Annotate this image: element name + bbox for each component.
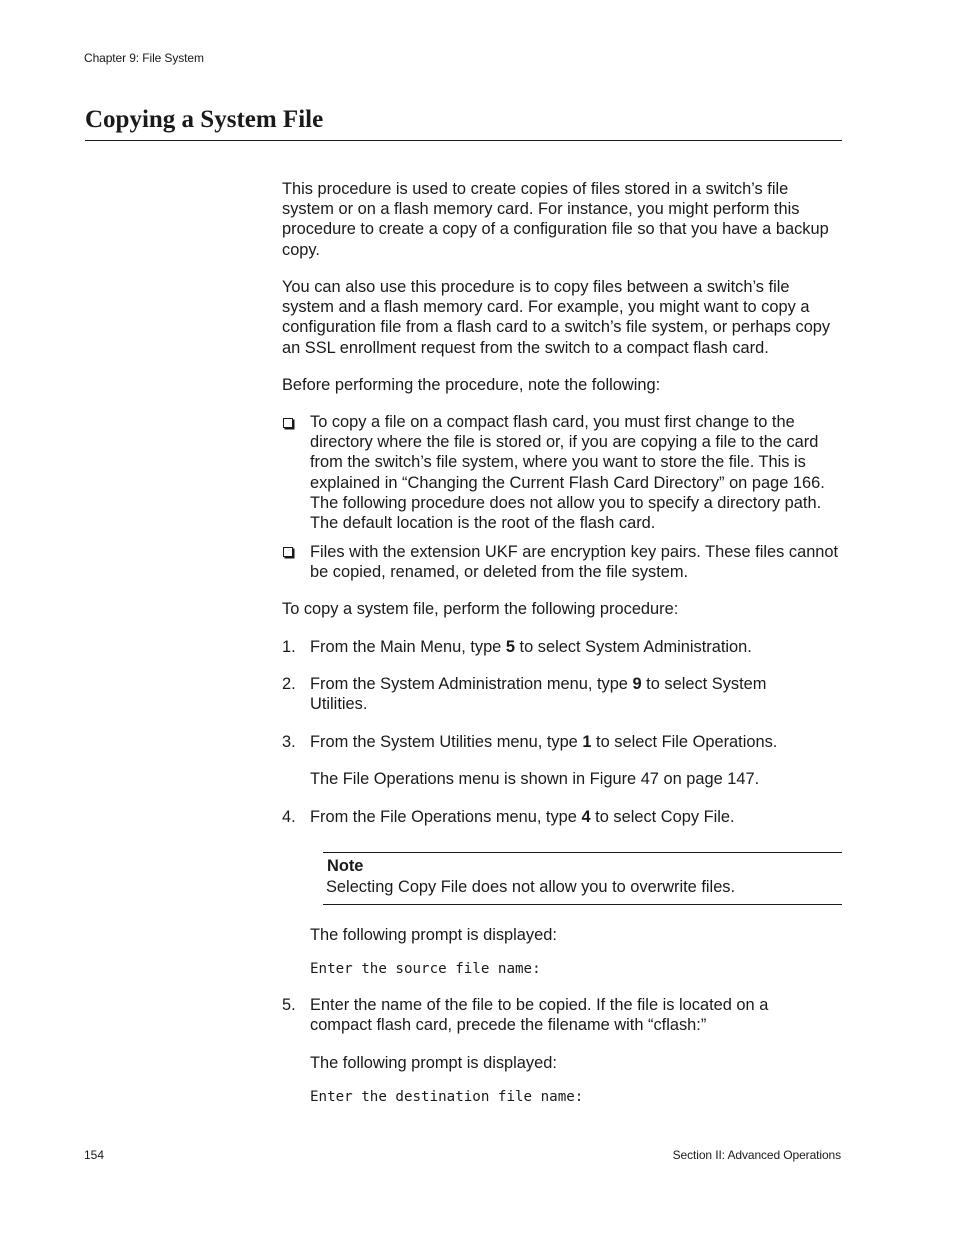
step-number: 3. <box>282 733 296 751</box>
prompt-label: The following prompt is displayed: <box>310 926 557 944</box>
step-key: 4 <box>581 808 591 826</box>
title-rule <box>85 140 842 141</box>
bullet-item: To copy a file on a compact flash card, you must first change to the directory where the file is stored or, if you are copying a file to the card from the switch’s file system, where you want to store the file. This is explained in “Changing the Current Flash Card Directory” on page 166. The following procedure does not allow you to specify a directory path. The default location is the root of the flash card. <box>310 413 825 533</box>
step-key: 1 <box>582 733 592 751</box>
note-box <box>323 852 842 905</box>
note-text: Selecting Copy File does not allow you to overwrite files. <box>326 878 736 896</box>
step-text: From the Main Menu, type 5 to select System Administration. <box>310 638 752 656</box>
bullet-box-icon <box>283 418 293 428</box>
intro-paragraph-1: This procedure is used to create copies of files stored in a switch’s file system or on a flash memory card. For instance, you might perform this procedure to create a copy of a configuration file so that you have a backup copy. <box>282 180 829 259</box>
step-key: 5 <box>505 638 515 656</box>
step-text: From the System Administration menu, type 9 to select System Utilities. <box>310 675 767 714</box>
running-footer-section: Section II: Advanced Operations <box>672 1148 841 1162</box>
step-number: 4. <box>282 808 296 826</box>
step-text: From the System Utilities menu, type 1 to select File Operations. <box>310 733 778 751</box>
prompt-label: The following prompt is displayed: <box>310 1054 557 1072</box>
step-key: 9 <box>632 675 642 693</box>
destination-prompt-code: Enter the destination file name: <box>310 1089 584 1105</box>
bullet-item: Files with the extension UKF are encryption key pairs. These files cannot be copied, renamed, or deleted from the file system. <box>310 543 839 582</box>
step-number: 5. <box>282 996 296 1014</box>
step-number: 1. <box>282 638 296 656</box>
intro-paragraph-2: You can also use this procedure is to copy files between a switch’s file system and a flash memory card. For example, you might want to copy a configuration file from a flash card to a switch’s file system, or perhaps copy an SSL enrollment request from the switch to a compact flash card. <box>282 278 831 357</box>
step-text: From the File Operations menu, type 4 to select Copy File. <box>310 808 735 826</box>
step-number: 2. <box>282 675 296 693</box>
page-number: 154 <box>84 1148 105 1162</box>
step-followup: The File Operations menu is shown in Figure 47 on page 147. <box>310 770 760 788</box>
procedure-intro: To copy a system file, perform the following procedure: <box>282 600 679 618</box>
note-heading: Note <box>327 857 364 875</box>
bullet-box-icon <box>283 547 293 557</box>
source-prompt-code: Enter the source file name: <box>310 961 541 977</box>
intro-paragraph-3: Before performing the procedure, note the following: <box>282 376 661 394</box>
section-title: Copying a System File <box>85 106 324 133</box>
step-text: Enter the name of the file to be copied. If the file is located on a compact flash card, precede the filename with “cflash:” <box>310 996 769 1035</box>
running-header: Chapter 9: File System <box>84 51 204 65</box>
